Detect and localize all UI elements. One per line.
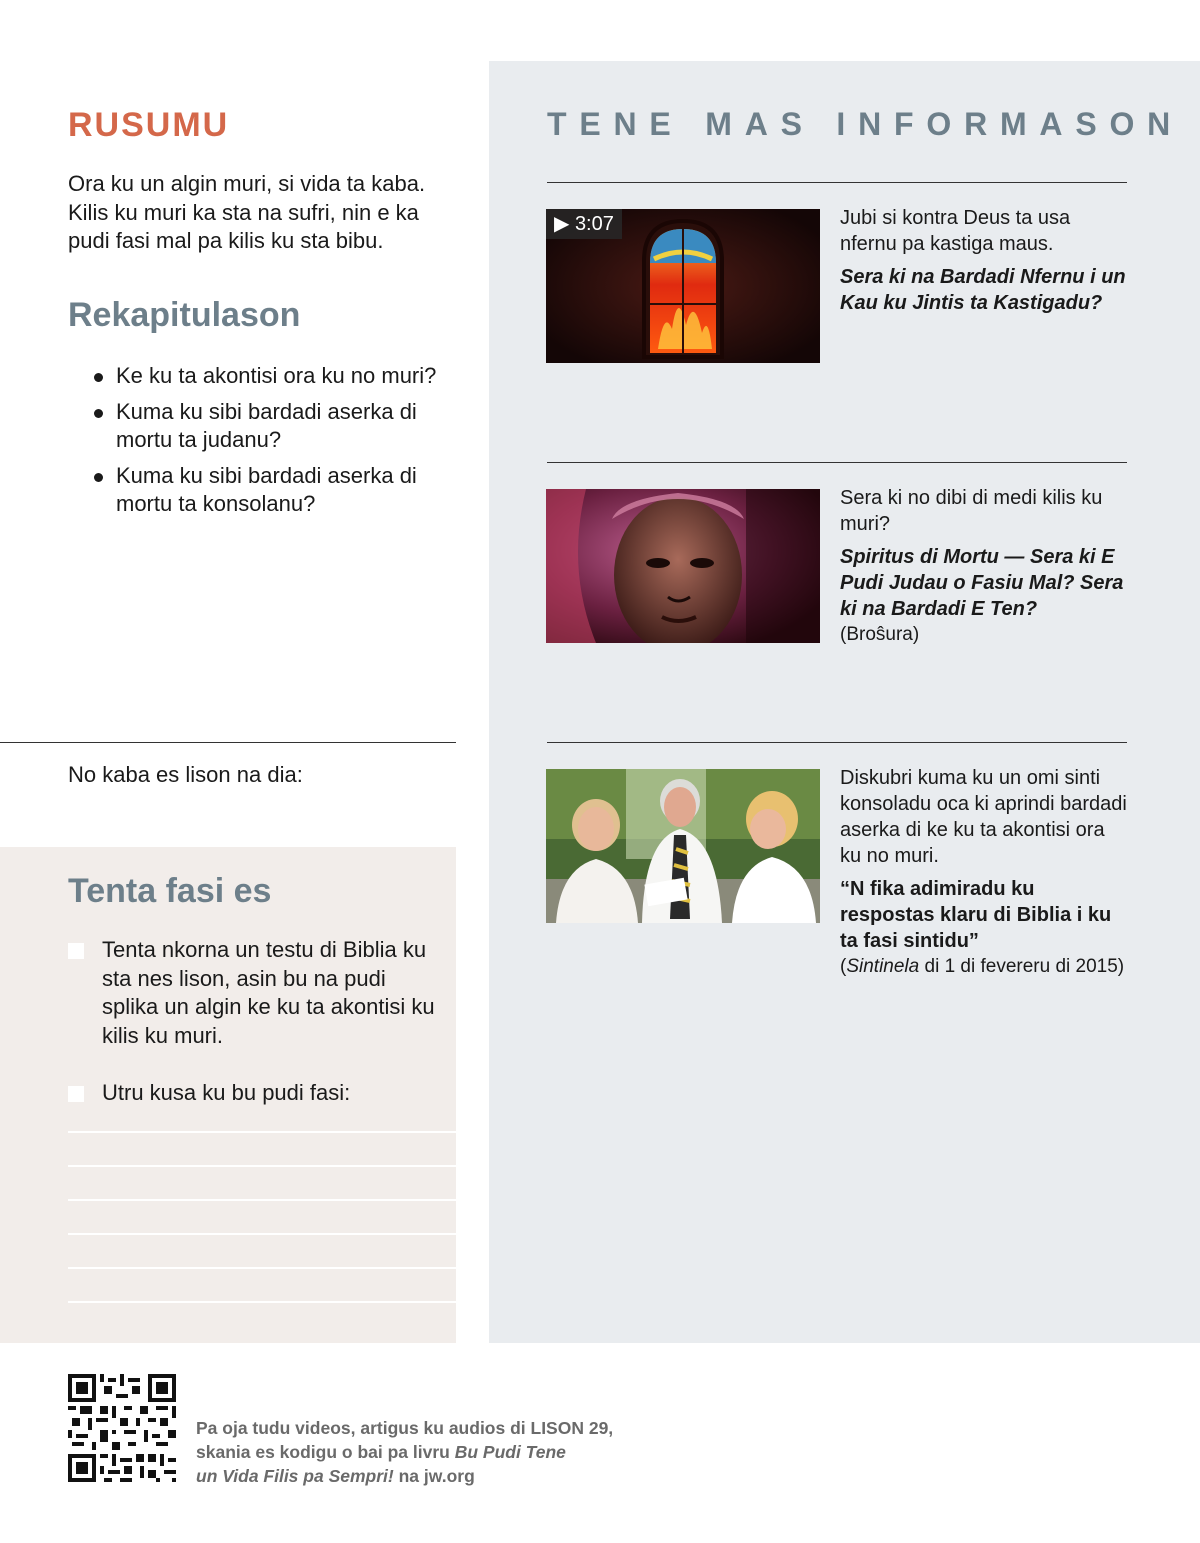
recap-list bbox=[94, 362, 464, 526]
try-title: Tenta fasi es bbox=[68, 872, 272, 910]
info-item-2 bbox=[840, 485, 1130, 648]
checkbox-icon[interactable] bbox=[68, 1086, 84, 1102]
book-title-part-2: un Vida Filis pa Sempri! bbox=[196, 1466, 394, 1486]
info-item-description: Diskubri kuma ku un omi sinti konsoladu oca ki aprindi bardadi aserka di ke ku ta akontisi ora ku no muri. bbox=[840, 767, 1127, 867]
info-item-source bbox=[840, 954, 1130, 980]
checkbox-icon[interactable] bbox=[68, 943, 84, 959]
write-line[interactable] bbox=[68, 1131, 456, 1133]
footer-text bbox=[196, 1416, 656, 1488]
divider bbox=[547, 462, 1127, 463]
recap-item: Ke ku ta akontisi ora ku no muri? bbox=[94, 362, 464, 391]
book-title-part-1: Bu Pudi Tene bbox=[454, 1442, 566, 1462]
info-title: TENE MAS INFORMASON bbox=[547, 106, 1184, 142]
summary-text: Ora ku un algin muri, si vida ta kaba. Kilis ku muri ka sta na sufri, nin e ka pudi fasi mal pa kilis ku sta bibu. bbox=[68, 171, 426, 253]
try-item-checkbox[interactable] bbox=[68, 1079, 438, 1108]
video-thumbnail[interactable] bbox=[546, 209, 820, 363]
divider bbox=[547, 182, 1127, 183]
write-line[interactable] bbox=[68, 1233, 456, 1235]
write-line[interactable] bbox=[68, 1199, 456, 1201]
video-duration-badge: ▶ 3:07 bbox=[546, 209, 622, 239]
summary-title: RUSUMU bbox=[68, 106, 230, 144]
people-talking-icon bbox=[546, 769, 820, 923]
recap-title: Rekapitulason bbox=[68, 296, 301, 334]
divider bbox=[0, 742, 456, 743]
recap-item: Kuma ku sibi bardadi aserka di mortu ta judanu? bbox=[94, 398, 464, 455]
info-item-3 bbox=[840, 765, 1130, 980]
info-item-link[interactable]: Sera ki na Bardadi Nfernu i un Kau ku Jintis ta Kastigadu? bbox=[840, 266, 1126, 314]
lesson-date-label: No kaba es lison na dia: bbox=[68, 762, 303, 787]
info-item-source: (Broŝura) bbox=[840, 624, 920, 645]
info-item-description: Sera ki no dibi di medi kilis ku muri? bbox=[840, 487, 1103, 535]
source-magazine: Sintinela bbox=[846, 956, 920, 977]
divider bbox=[547, 742, 1127, 743]
write-line[interactable] bbox=[68, 1165, 456, 1167]
article-thumbnail[interactable] bbox=[546, 769, 820, 923]
info-item-link[interactable]: Spiritus di Mortu — Sera ki E Pudi Judau o Fasiu Mal? Sera ki na Bardadi E Ten? bbox=[840, 546, 1124, 620]
recap-item: Kuma ku sibi bardadi aserka di mortu ta konsolanu? bbox=[94, 462, 464, 519]
face-portrait-icon bbox=[546, 489, 820, 643]
qr-code-icon[interactable] bbox=[68, 1374, 176, 1482]
footer-line-2: skania es kodigu o bai pa livru bbox=[196, 1442, 455, 1462]
footer-line-3: na jw.org bbox=[393, 1466, 475, 1486]
footer-line-1: Pa oja tudu videos, artigus ku audios di LISON 29, bbox=[196, 1418, 614, 1438]
write-line[interactable] bbox=[68, 1301, 456, 1303]
source-date: di 1 di fevereru di 2015) bbox=[919, 956, 1125, 977]
try-item-text: Utru kusa ku bu pudi fasi: bbox=[102, 1080, 351, 1105]
try-item-checkbox[interactable] bbox=[68, 936, 438, 1050]
info-item-1 bbox=[840, 205, 1130, 316]
source-paren: ( bbox=[840, 956, 847, 977]
try-item-text: Tenta nkorna un testu di Biblia ku sta nes lison, asin bu na pudi splika un algin ke ku ta akontisi ku kilis ku muri. bbox=[102, 937, 435, 1048]
brochure-thumbnail[interactable] bbox=[546, 489, 820, 643]
info-item-description: Jubi si kontra Deus ta usa nfernu pa kastiga maus. bbox=[840, 207, 1071, 255]
info-item-link[interactable]: “N fika adimiradu ku respostas klaru di Biblia i ku ta fasi sintidu” bbox=[840, 878, 1112, 952]
write-line[interactable] bbox=[68, 1267, 456, 1269]
